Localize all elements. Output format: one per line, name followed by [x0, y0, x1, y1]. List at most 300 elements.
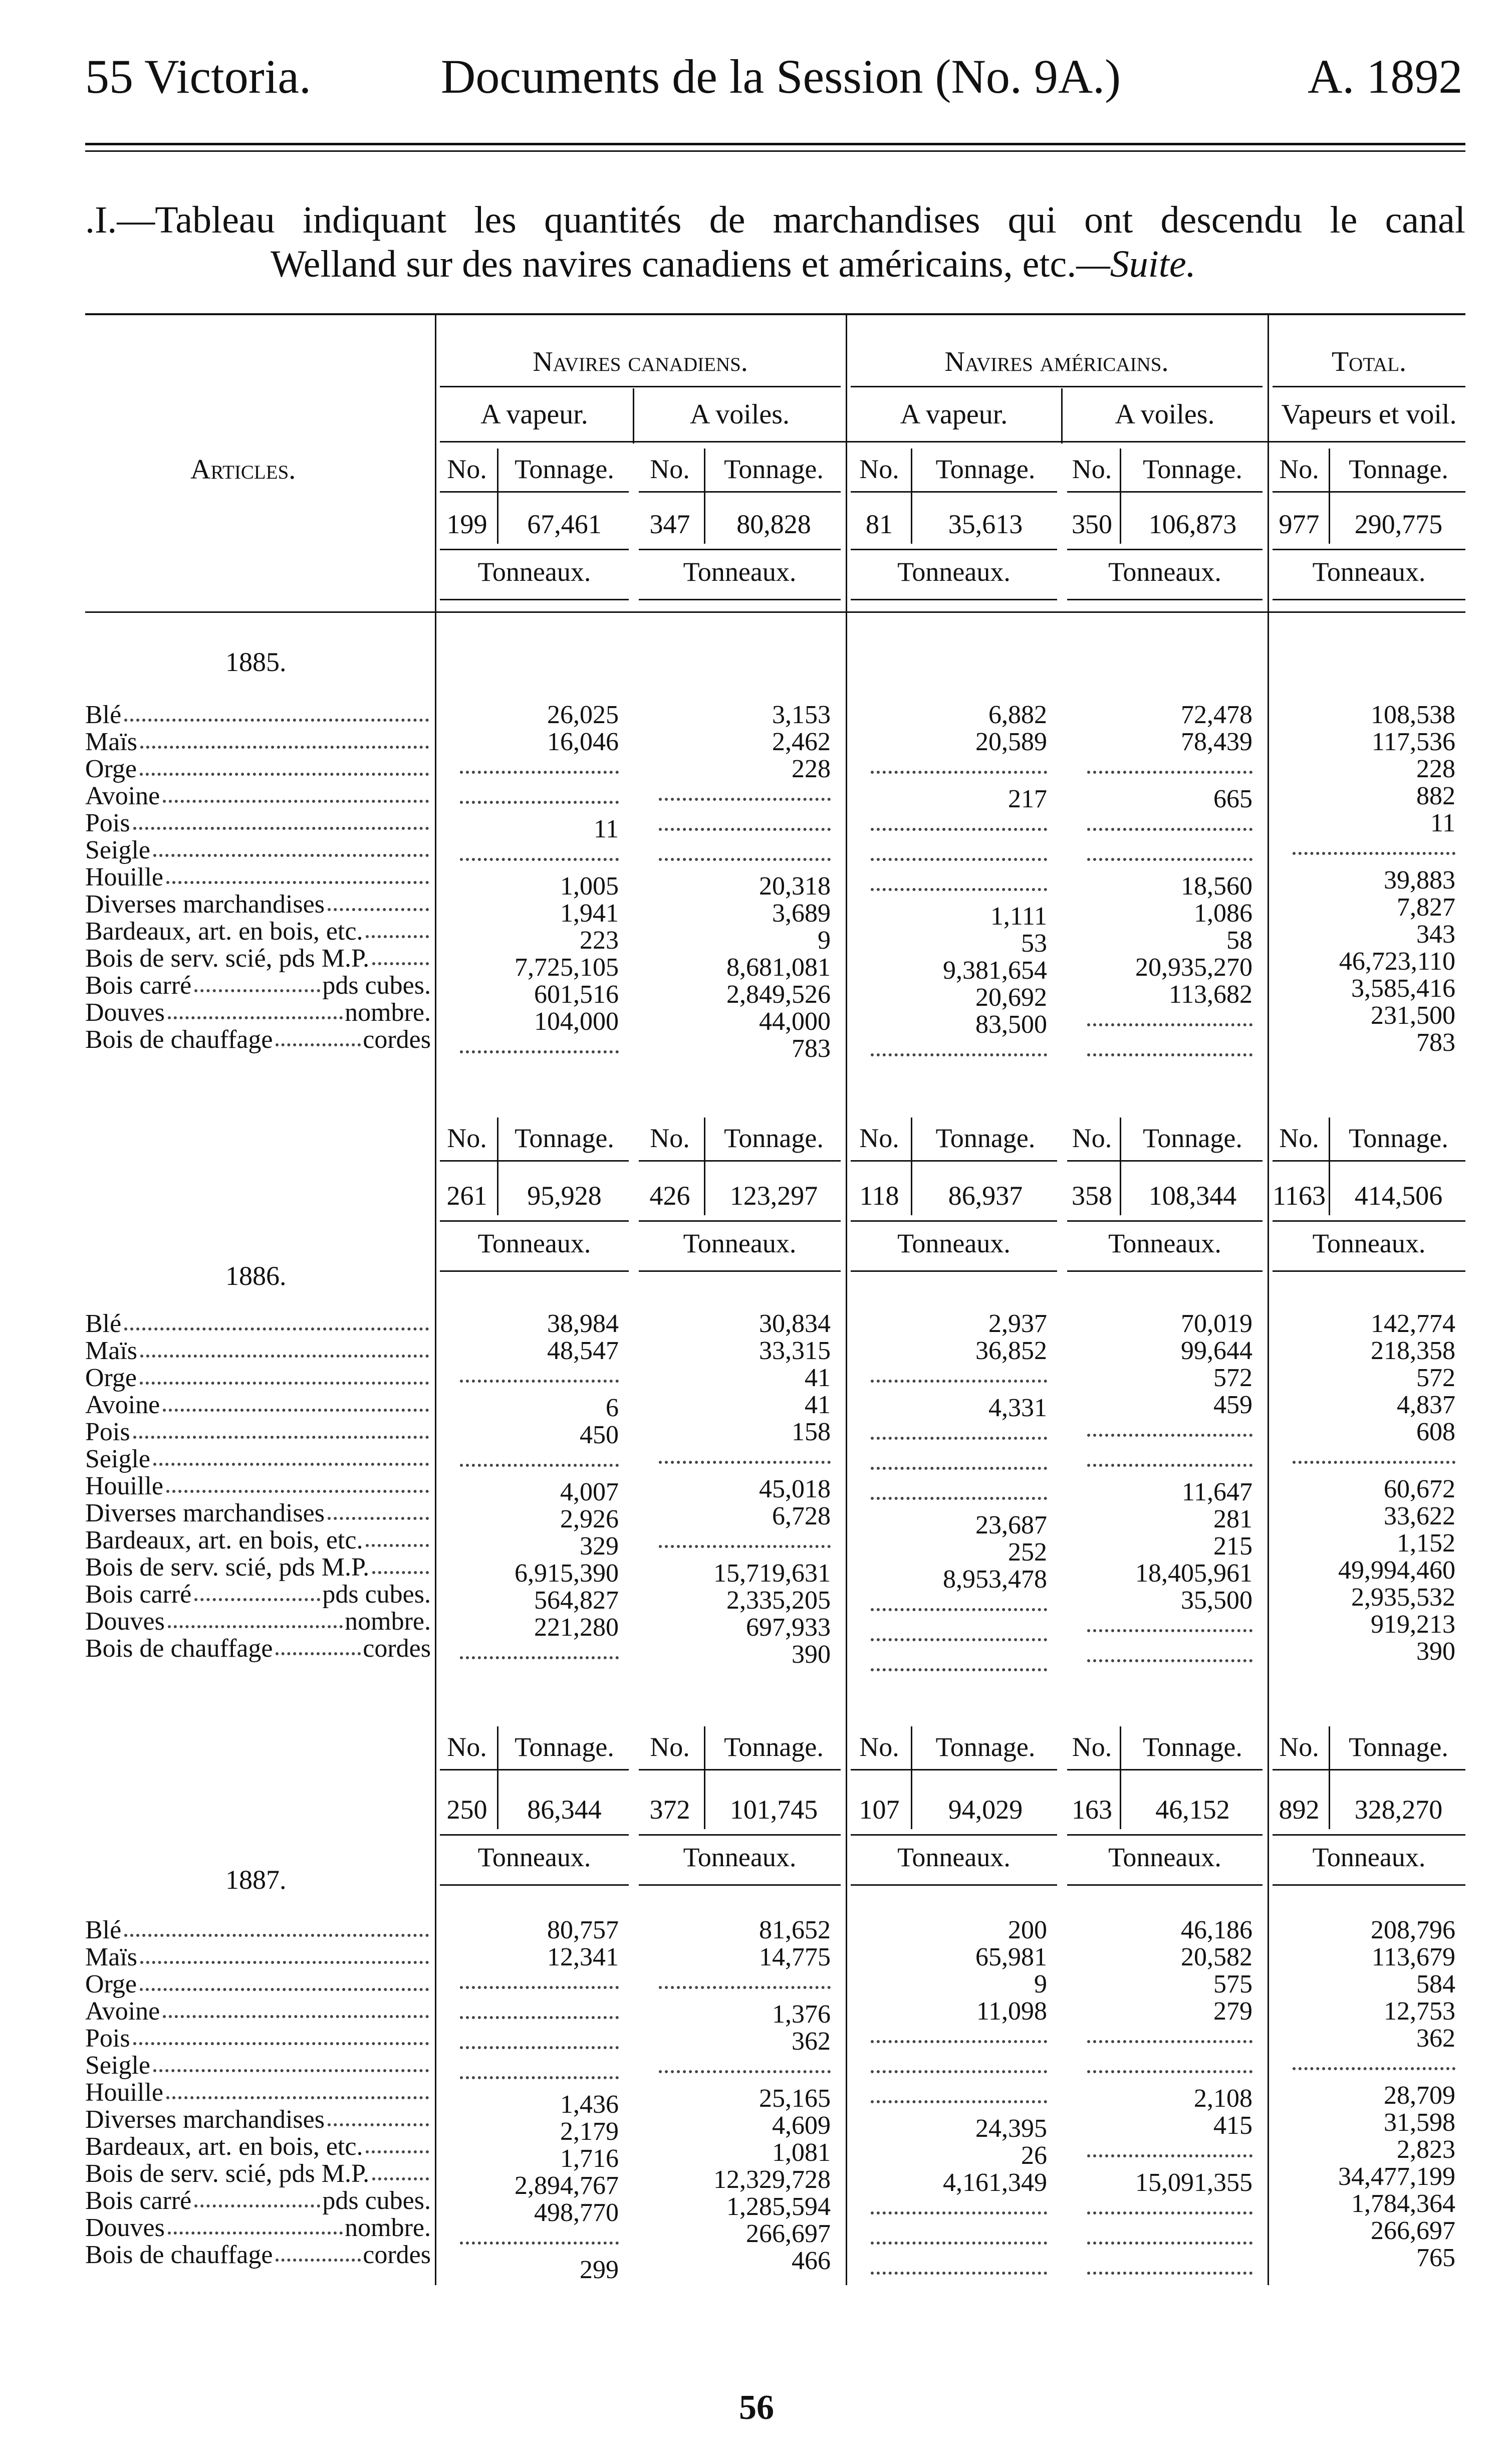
no-label: No.: [650, 1123, 690, 1153]
data-cell: 3,153: [772, 701, 831, 729]
data-cell: 12,753: [1384, 1997, 1455, 2026]
unit-rule: [440, 1270, 629, 1272]
no-label: No.: [859, 1123, 899, 1153]
no-tonnage-divider: [704, 1726, 705, 1829]
unit-label: Tonneaux.: [683, 1842, 797, 1872]
data-cell: 11: [1430, 809, 1455, 837]
data-cell: 23,687: [975, 1511, 1047, 1539]
data-cell: 1,716: [560, 2144, 619, 2173]
vessel-tonnage: 94,029: [948, 1795, 1023, 1825]
leader-dots: [140, 1971, 429, 1991]
empty-cell: [1087, 2139, 1252, 2157]
tonnage-label: Tonnage.: [515, 1123, 614, 1153]
empty-cell: [871, 2257, 1047, 2275]
subgroup-header: A voiles.: [689, 399, 790, 430]
data-cell: 45,018: [759, 1475, 831, 1503]
data-cell: 18,405,961: [1135, 1559, 1252, 1588]
vessel-count-rule: [639, 1834, 841, 1836]
data-column: [649, 1310, 831, 1668]
empty-cell: [1087, 1008, 1252, 1026]
empty-cell: [871, 813, 1047, 831]
article-name: Blé: [85, 1916, 122, 1944]
empty-cell: [871, 843, 1047, 861]
data-cell: 215: [1213, 1532, 1252, 1561]
title-suffix: —Suite.: [1076, 243, 1196, 285]
article-unit: cordes: [363, 1634, 431, 1663]
vessel-tonnage: 95,928: [527, 1181, 602, 1211]
leader-dots: [194, 1581, 320, 1601]
empty-cell: [871, 2085, 1047, 2103]
no-label: No.: [650, 454, 690, 484]
leader-dots: [168, 2214, 343, 2235]
data-cell: 44,000: [759, 1007, 831, 1036]
subgroup-divider: [633, 388, 634, 443]
data-column: [1077, 1310, 1252, 1674]
empty-cell: [1087, 1038, 1252, 1056]
article-name: Bardeaux, art. en bois, etc.: [85, 917, 363, 946]
data-cell: 575: [1213, 1970, 1252, 1999]
data-cell: 7,725,105: [515, 953, 619, 982]
data-cell: 1,784,364: [1351, 2189, 1455, 2218]
data-cell: 36,852: [975, 1337, 1047, 1365]
article-name: Bardeaux, art. en bois, etc.: [85, 2132, 363, 2161]
no-tonnage-divider: [1120, 1118, 1121, 1215]
subgroup-header: A voiles.: [1115, 399, 1215, 430]
data-cell: 697,933: [746, 1613, 831, 1642]
vessel-tonnage: 80,828: [736, 509, 811, 539]
leader-dots: [328, 891, 429, 911]
data-cell: 46,186: [1181, 1916, 1252, 1944]
leader-dots: [372, 2160, 429, 2180]
data-cell: 228: [792, 755, 831, 783]
no-label: No.: [447, 454, 487, 484]
empty-cell: [659, 783, 831, 801]
article-name: Douves: [85, 2213, 165, 2242]
data-cell: 390: [1416, 1637, 1455, 1666]
article-unit: cordes: [363, 2241, 431, 2269]
data-cell: 2,935,532: [1351, 1583, 1455, 1612]
article-name: Bois de chauffage: [85, 1025, 273, 1054]
empty-cell: [659, 1446, 831, 1464]
unit-label: Tonneaux.: [477, 1228, 591, 1258]
data-column: [861, 1917, 1047, 2287]
data-cell: 99,644: [1181, 1337, 1252, 1365]
leader-dots: [124, 702, 429, 722]
vessel-count-rule: [440, 1220, 629, 1222]
empty-cell: [1087, 2025, 1252, 2043]
no-label: No.: [447, 1732, 487, 1762]
empty-cell: [871, 1422, 1047, 1440]
unit-label: Tonneaux.: [1312, 557, 1426, 587]
data-cell: 6,915,390: [515, 1559, 619, 1588]
empty-cell: [1293, 837, 1455, 855]
tonnage-label: Tonnage.: [1143, 1732, 1242, 1762]
no-tonnage-divider: [1120, 449, 1121, 544]
data-cell: 1,086: [1194, 899, 1252, 928]
vessel-count-rule: [851, 1220, 1057, 1222]
data-cell: 58: [1226, 926, 1252, 955]
article-list: [85, 1917, 431, 2269]
article-row: [85, 1917, 431, 1944]
vessel-count: 892: [1279, 1795, 1320, 1825]
data-cell: 113,682: [1168, 980, 1252, 1009]
empty-cell: [460, 1641, 619, 1659]
data-cell: 1,436: [560, 2090, 619, 2119]
no-tonnage-divider: [1329, 1726, 1330, 1829]
unit-label: Tonneaux.: [477, 557, 591, 587]
leader-dots: [140, 1338, 429, 1358]
empty-cell: [871, 2055, 1047, 2073]
unit-label: Tonneaux.: [683, 1228, 797, 1258]
unit-rule: [1067, 599, 1263, 600]
tonnage-label: Tonnage.: [935, 454, 1036, 484]
article-row: [85, 2214, 431, 2242]
vessel-rule: [1273, 1160, 1465, 1162]
article-name: Avoine: [85, 782, 160, 810]
no-label: No.: [859, 454, 899, 484]
header-rule-top: [85, 143, 1465, 145]
year-label: 1886.: [225, 1261, 287, 1291]
data-cell: 65,981: [975, 1943, 1047, 1971]
vessel-rule: [639, 1160, 841, 1162]
data-cell: 2,179: [560, 2117, 619, 2146]
article-unit: pds cubes.: [322, 2186, 431, 2215]
article-name: Maïs: [85, 1943, 137, 1971]
article-row: [85, 2242, 431, 2269]
article-row: [85, 1635, 431, 1662]
leader-dots: [163, 783, 429, 803]
article-name: Bois de serv. scié, pds M.P.: [85, 944, 370, 973]
vessel-count: 350: [1072, 509, 1112, 539]
article-row: [85, 918, 431, 945]
data-cell: 281: [1213, 1505, 1252, 1533]
vessel-tonnage: 106,873: [1148, 509, 1237, 539]
article-name: Houille: [85, 2078, 163, 2107]
vessel-tonnage: 35,613: [948, 509, 1023, 539]
vessel-rule: [851, 491, 1057, 493]
article-name: Bardeaux, art. en bois, etc.: [85, 1526, 363, 1555]
data-cell: 53: [1021, 929, 1047, 958]
unit-rule: [851, 599, 1057, 600]
unit-label: Tonneaux.: [1312, 1228, 1426, 1258]
leader-dots: [328, 1500, 429, 1520]
tonnage-label: Tonnage.: [515, 454, 614, 484]
unit-label: Tonneaux.: [897, 1228, 1011, 1258]
data-cell: 31,598: [1384, 2108, 1455, 2137]
article-name: Bois de serv. scié, pds M.P.: [85, 1553, 370, 1582]
empty-cell: [871, 1653, 1047, 1671]
data-cell: 459: [1213, 1391, 1252, 1419]
article-name: Pois: [85, 809, 130, 837]
data-cell: 2,849,526: [726, 980, 831, 1009]
empty-cell: [659, 1971, 831, 1989]
vessel-count: 163: [1072, 1795, 1112, 1825]
article-name: Pois: [85, 1418, 130, 1446]
vessel-tonnage: 414,506: [1354, 1181, 1443, 1211]
data-cell: 4,609: [772, 2111, 831, 2140]
data-cell: 1,111: [990, 902, 1047, 931]
vessel-count-rule: [440, 1834, 629, 1836]
data-cell: 783: [792, 1034, 831, 1063]
no-label: No.: [1072, 1123, 1112, 1153]
data-cell: 12,329,728: [713, 2165, 831, 2194]
vessel-count: 426: [649, 1181, 690, 1211]
unit-rule: [1273, 1884, 1465, 1886]
article-list: [85, 702, 431, 1053]
group-header-rule: [1273, 386, 1465, 387]
vessel-count: 118: [859, 1181, 899, 1211]
article-unit: cordes: [363, 1025, 431, 1054]
vessel-count-rule: [1273, 549, 1465, 550]
data-cell: 4,837: [1397, 1391, 1455, 1419]
data-cell: 9: [818, 926, 831, 955]
article-row: [85, 1392, 431, 1419]
tonnage-label: Tonnage.: [935, 1123, 1036, 1153]
empty-cell: [460, 2031, 619, 2049]
data-cell: 1,152: [1397, 1529, 1455, 1558]
data-cell: 38,984: [547, 1309, 619, 1338]
article-row: [85, 837, 431, 864]
data-cell: 218,358: [1371, 1337, 1455, 1365]
article-row: [85, 1365, 431, 1392]
data-cell: 7,827: [1397, 893, 1455, 922]
tonnage-label: Tonnage.: [724, 454, 824, 484]
no-tonnage-divider: [704, 1118, 705, 1215]
data-cell: 2,108: [1194, 2084, 1252, 2113]
vessel-rule: [851, 1769, 1057, 1770]
article-row: [85, 1998, 431, 2025]
no-tonnage-divider: [497, 449, 498, 544]
vessel-count-rule: [1067, 1834, 1263, 1836]
leader-dots: [372, 1554, 429, 1574]
article-name: Houille: [85, 1472, 163, 1500]
data-cell: 665: [1213, 785, 1252, 813]
empty-cell: [460, 1971, 619, 1989]
subgroup-header: A vapeur.: [480, 399, 588, 430]
vessel-count: 358: [1072, 1181, 1112, 1211]
vessel-count-rule: [851, 549, 1057, 550]
no-label: No.: [650, 1732, 690, 1762]
vessel-count: 250: [446, 1795, 487, 1825]
vessel-tonnage: 46,152: [1155, 1795, 1230, 1825]
no-label: No.: [447, 1123, 487, 1153]
empty-cell: [1087, 1449, 1252, 1467]
article-name: Orge: [85, 1364, 137, 1392]
article-name: Bois de chauffage: [85, 1634, 273, 1663]
empty-cell: [460, 756, 619, 774]
data-column: [450, 1917, 619, 2284]
unit-label: Tonneaux.: [1312, 1842, 1426, 1872]
tonnage-label: Tonnage.: [1349, 454, 1448, 484]
no-tonnage-divider: [911, 449, 912, 544]
vessel-count-rule: [1273, 1220, 1465, 1222]
empty-cell: [659, 843, 831, 861]
leader-dots: [168, 1608, 343, 1628]
article-name: Avoine: [85, 1391, 160, 1419]
unit-rule: [851, 1884, 1057, 1886]
article-name: Maïs: [85, 728, 137, 756]
data-cell: 343: [1416, 920, 1455, 949]
empty-cell: [871, 1365, 1047, 1383]
leader-dots: [276, 2242, 361, 2262]
article-row: [85, 1971, 431, 1998]
article-row: [85, 972, 431, 999]
running-header-center: Documents de la Session (No. 9A.): [441, 50, 1121, 103]
data-cell: 15,091,355: [1135, 2168, 1252, 2197]
data-column: [1283, 1917, 1455, 2272]
data-cell: 1,376: [772, 2000, 831, 2029]
data-cell: 450: [580, 1421, 619, 1449]
vessel-tonnage: 328,270: [1354, 1795, 1443, 1825]
empty-cell: [1087, 1419, 1252, 1437]
article-row: [85, 2025, 431, 2052]
data-cell: 572: [1213, 1364, 1252, 1392]
data-cell: 4,161,349: [943, 2168, 1047, 2197]
data-cell: 1,005: [560, 872, 619, 901]
data-cell: 783: [1416, 1028, 1455, 1057]
empty-cell: [460, 1035, 619, 1053]
group-header: Navires canadiens.: [533, 346, 748, 377]
data-cell: 2,926: [560, 1505, 619, 1533]
vessel-rule: [851, 1160, 1057, 1162]
data-column: [1283, 1310, 1455, 1665]
leader-dots: [153, 1446, 429, 1466]
article-row: [85, 1527, 431, 1554]
empty-cell: [1293, 2052, 1455, 2070]
running-header-left: 55 Victoria.: [85, 50, 312, 103]
tonnage-label: Tonnage.: [515, 1732, 614, 1762]
leader-dots: [194, 972, 320, 992]
unit-label: Tonneaux.: [1108, 557, 1221, 587]
empty-cell: [871, 1038, 1047, 1056]
article-name: Bois carré: [85, 2186, 192, 2215]
article-row: [85, 1608, 431, 1635]
data-column: [861, 1310, 1047, 1683]
data-cell: 41: [805, 1364, 831, 1392]
unit-rule: [1273, 599, 1465, 600]
leader-dots: [124, 1310, 429, 1330]
article-name: Orge: [85, 1970, 137, 1999]
data-cell: 217: [1008, 785, 1047, 813]
article-name: Bois de chauffage: [85, 2241, 273, 2269]
data-cell: 20,582: [1181, 1943, 1252, 1971]
article-row: [85, 1419, 431, 1446]
data-column: [450, 1310, 619, 1671]
data-cell: 30,834: [759, 1309, 831, 1338]
vessel-count-rule: [1273, 1834, 1465, 1836]
article-row: [85, 729, 431, 756]
leader-dots: [163, 1998, 429, 2018]
articles-header: Articles.: [190, 454, 296, 485]
unit-label: Tonneaux.: [1108, 1228, 1221, 1258]
vessel-count-rule: [639, 1220, 841, 1222]
no-label: No.: [1072, 1732, 1112, 1762]
article-row: [85, 756, 431, 783]
empty-cell: [460, 843, 619, 861]
vessel-tonnage: 86,937: [948, 1181, 1023, 1211]
article-name: Douves: [85, 998, 165, 1027]
leader-dots: [140, 729, 429, 749]
vessel-tonnage: 123,297: [729, 1181, 818, 1211]
article-name: Diverses marchandises: [85, 890, 325, 919]
leader-dots: [140, 1944, 429, 1964]
data-cell: 221,280: [534, 1613, 619, 1642]
no-tonnage-divider: [497, 1118, 498, 1215]
data-cell: 266,697: [1371, 2216, 1455, 2245]
empty-cell: [460, 786, 619, 804]
article-row: [85, 702, 431, 729]
data-cell: 48,547: [547, 1337, 619, 1365]
no-tonnage-divider: [911, 1726, 912, 1829]
vessel-rule: [1067, 1160, 1263, 1162]
subgroup-divider: [1061, 388, 1063, 443]
no-tonnage-divider: [911, 1118, 912, 1215]
unit-rule: [851, 1270, 1057, 1272]
article-name: Seigle: [85, 836, 150, 864]
vessel-count-rule: [440, 549, 629, 550]
data-cell: 11: [593, 815, 619, 843]
data-cell: 83,500: [975, 1010, 1047, 1039]
data-cell: 601,516: [534, 980, 619, 1009]
vessel-rule: [440, 1160, 629, 1162]
article-list: [85, 1310, 431, 1662]
header-bottom-rule: [85, 611, 1465, 613]
article-name: Houille: [85, 863, 163, 892]
vessel-tonnage: 86,344: [527, 1795, 602, 1825]
unit-label: Tonneaux.: [897, 1842, 1011, 1872]
leader-dots: [328, 2106, 429, 2126]
data-cell: 20,589: [975, 728, 1047, 756]
data-cell: 15,719,631: [713, 1559, 831, 1588]
leader-dots: [166, 1473, 429, 1493]
unit-label: Tonneaux.: [1108, 1842, 1221, 1872]
data-cell: 882: [1416, 782, 1455, 810]
subgroup-rule: [440, 441, 1465, 442]
empty-cell: [871, 1623, 1047, 1641]
data-cell: 498,770: [534, 2198, 619, 2227]
no-tonnage-divider: [1120, 1726, 1121, 1829]
vessel-count: 1163: [1273, 1181, 1326, 1211]
data-cell: 18,560: [1181, 872, 1252, 901]
empty-cell: [871, 1482, 1047, 1500]
data-cell: 572: [1416, 1364, 1455, 1392]
leader-dots: [276, 1635, 361, 1655]
table-top-rule: [85, 313, 1465, 315]
empty-cell: [659, 2055, 831, 2073]
subgroup-header: A vapeur.: [900, 399, 1008, 430]
data-cell: 11,647: [1181, 1478, 1252, 1506]
article-name: Avoine: [85, 1997, 160, 2026]
article-name: Diverses marchandises: [85, 1499, 325, 1527]
unit-rule: [1273, 1270, 1465, 1272]
data-cell: 362: [1416, 2024, 1455, 2053]
data-cell: 415: [1213, 2111, 1252, 2140]
data-cell: 3,585,416: [1351, 974, 1455, 1003]
vessel-count-rule: [639, 549, 841, 550]
article-name: Maïs: [85, 1337, 137, 1365]
vessel-count: 347: [649, 509, 690, 539]
article-name: Bois carré: [85, 1580, 192, 1609]
leader-dots: [124, 1917, 429, 1937]
data-cell: 390: [792, 1640, 831, 1669]
article-unit: pds cubes.: [322, 971, 431, 1000]
vessel-rule: [1067, 491, 1263, 493]
empty-cell: [1087, 843, 1252, 861]
data-column: [450, 702, 619, 1065]
data-cell: 1,285,594: [726, 2192, 831, 2221]
data-cell: 16,046: [547, 728, 619, 756]
data-cell: 252: [1008, 1538, 1047, 1567]
